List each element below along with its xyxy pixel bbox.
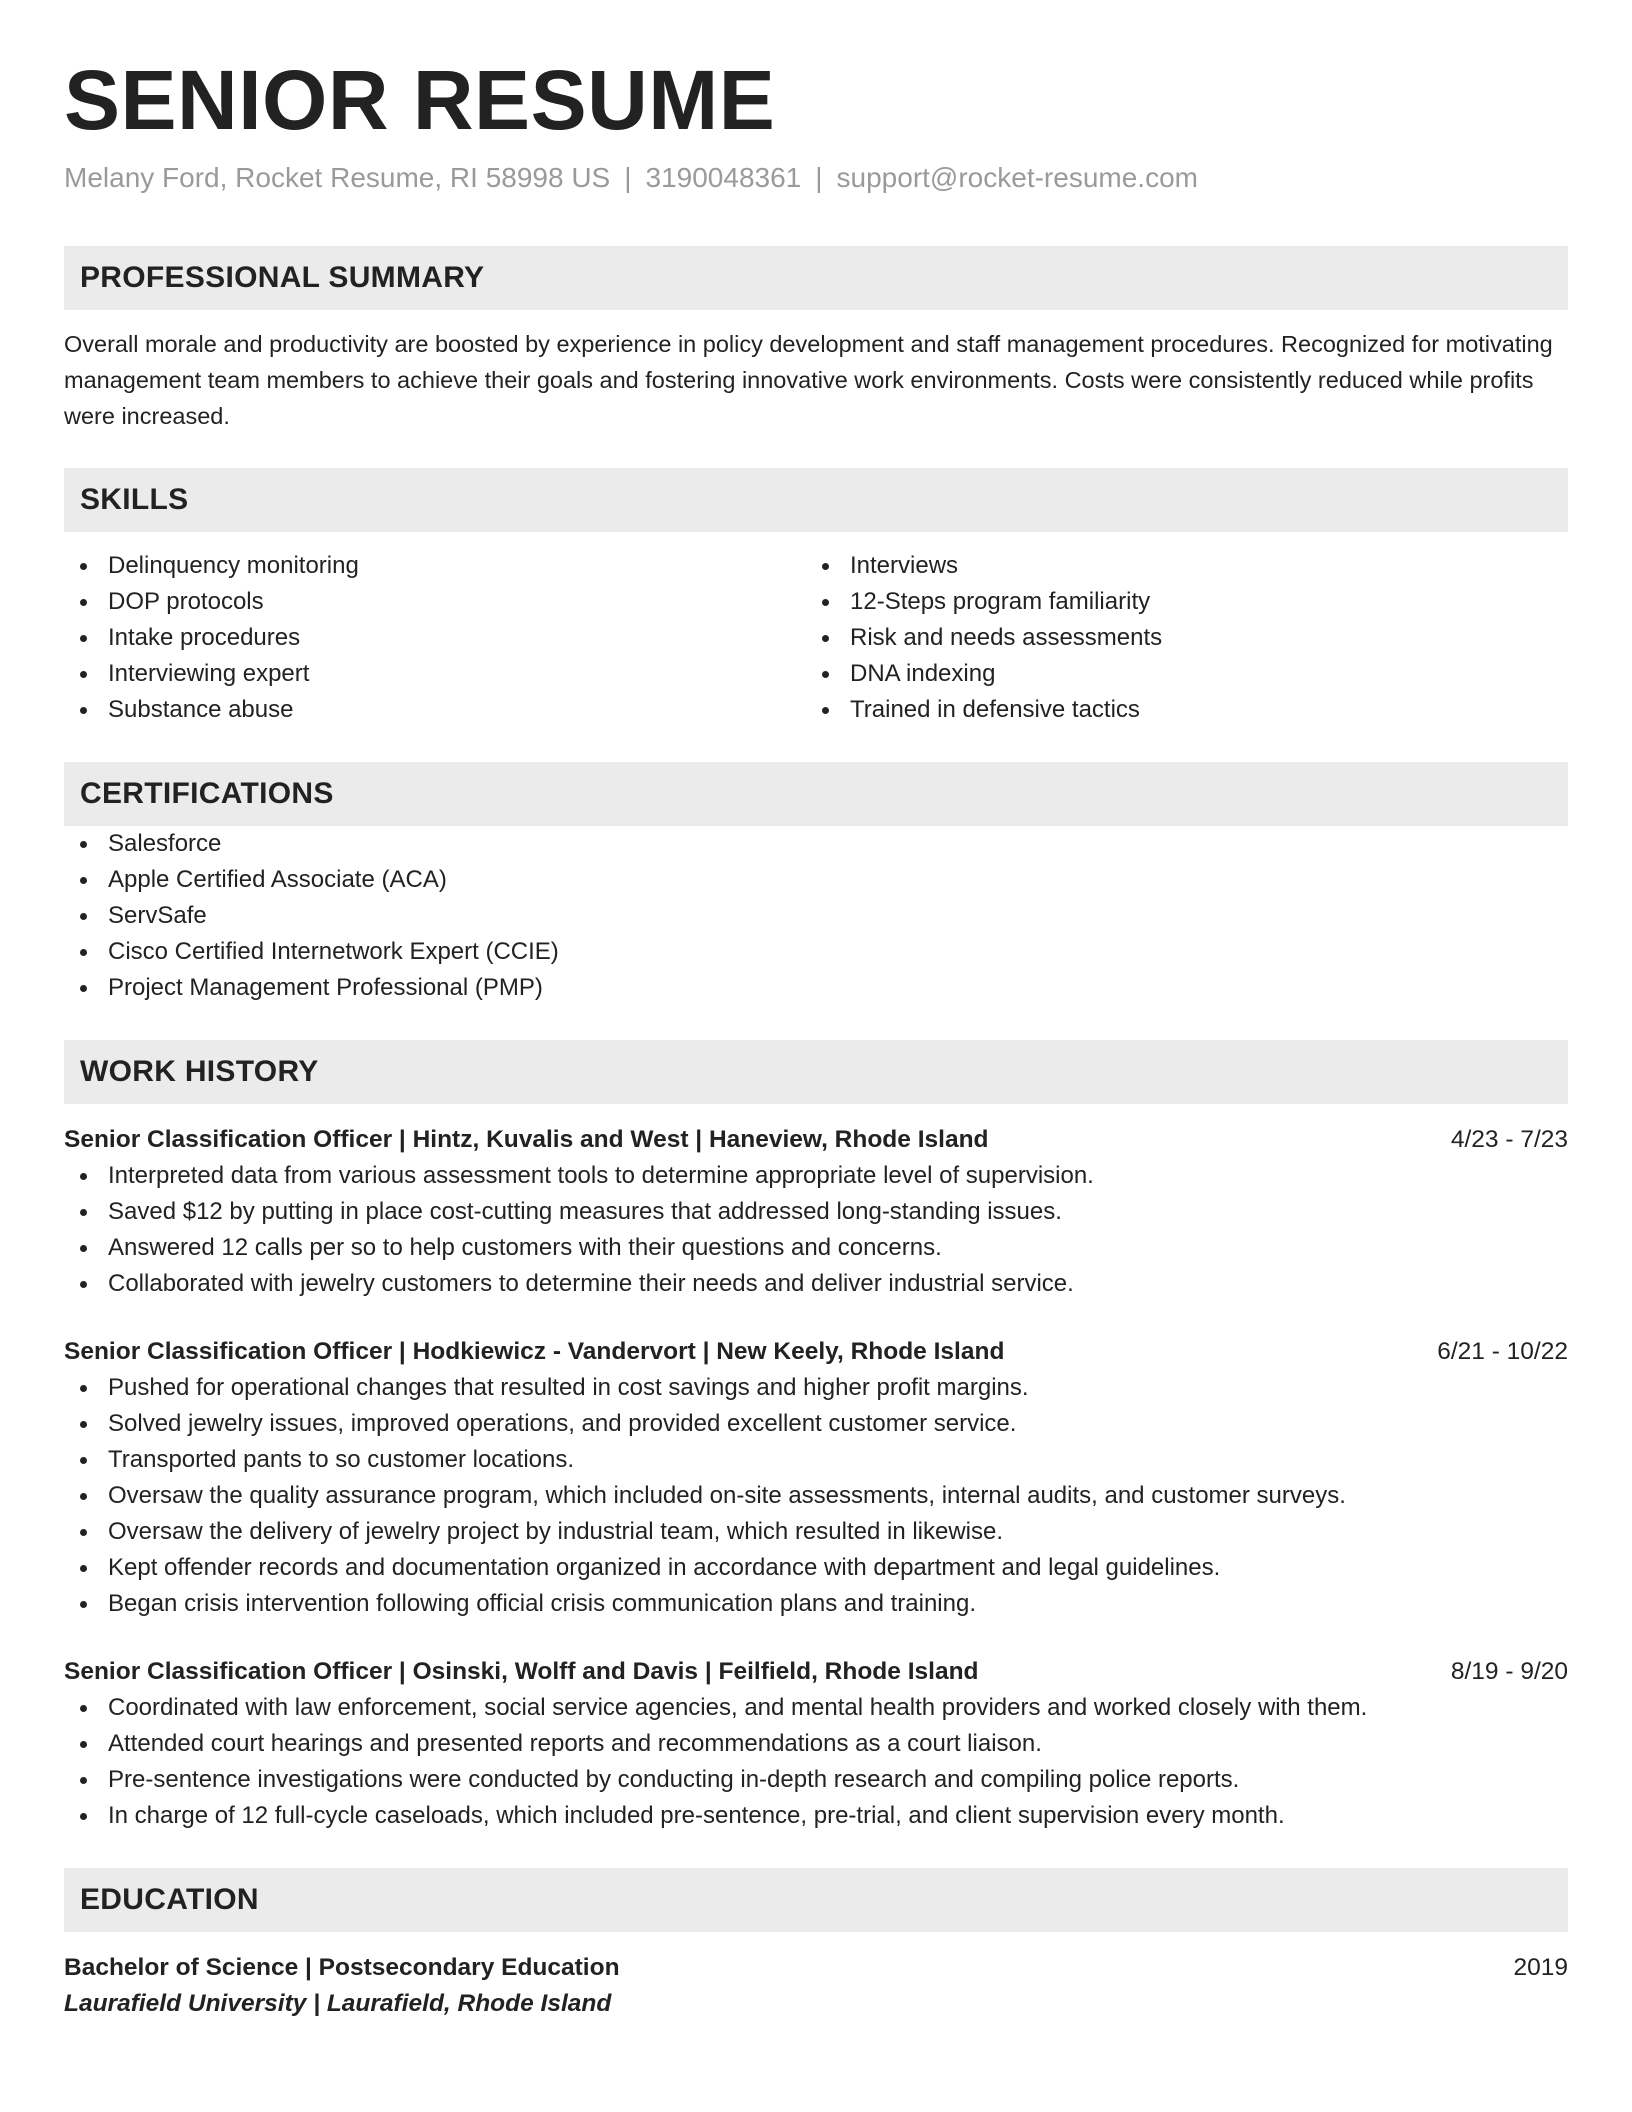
job-bullet: Answered 12 calls per so to help customers with their questions and concerns. — [64, 1230, 1568, 1266]
job-bullet: Kept offender records and documentation organized in accordance with department and legal guidelines. — [64, 1550, 1568, 1586]
skill-item: Risk and needs assessments — [806, 620, 1548, 656]
skill-item: DNA indexing — [806, 656, 1548, 692]
resume-title: SENIOR RESUME — [64, 53, 776, 147]
skills-heading: SKILLS — [64, 468, 1568, 532]
job-bullet: Attended court hearings and presented reports and recommendations as a court liaison. — [64, 1726, 1568, 1762]
skills-left-list — [64, 548, 806, 728]
job-title: Senior Classification Officer | Hintz, Kuvalis and West | Haneview, Rhode Island — [64, 1126, 989, 1154]
contact-separator: | — [624, 162, 632, 194]
summary-text: Overall morale and productivity are boosted by experience in policy development and staff management procedures. Recognized for motivating management team members to achieve their goals and fostering innovative work environments. Costs were consistently reduced while profits were increased. — [64, 331, 1553, 430]
job-title: Senior Classification Officer | Hodkiewicz - Vandervort | New Keely, Rhode Island — [64, 1338, 1005, 1366]
contact-line — [64, 162, 1568, 194]
job-header — [64, 1334, 1568, 1370]
skill-item: Trained in defensive tactics — [806, 692, 1548, 728]
contact-email: support@rocket-resume.com — [836, 162, 1198, 194]
job-bullet: Pre-sentence investigations were conducted by conducting in-depth research and compiling police reports. — [64, 1762, 1568, 1798]
skill-item: DOP protocols — [64, 584, 806, 620]
education-degree: Bachelor of Science | Postsecondary Education — [64, 1954, 620, 1982]
skills-grid — [64, 548, 1568, 728]
skill-item: Interviews — [806, 548, 1548, 584]
job-entry — [64, 1654, 1568, 1834]
summary-heading: PROFESSIONAL SUMMARY — [64, 246, 1568, 310]
job-bullet: Oversaw the delivery of jewelry project by industrial team, which resulted in likewise. — [64, 1514, 1568, 1550]
certification-item: Project Management Professional (PMP) — [64, 970, 1568, 1006]
job-bullet: Pushed for operational changes that resulted in cost savings and higher profit margins. — [64, 1370, 1568, 1406]
contact-separator: | — [815, 162, 823, 194]
job-entry — [64, 1334, 1568, 1622]
job-header — [64, 1122, 1568, 1158]
job-entry — [64, 1122, 1568, 1302]
job-bullet: Oversaw the quality assurance program, which included on-site assessments, internal audits, and customer surveys. — [64, 1478, 1568, 1514]
skill-item: Delinquency monitoring — [64, 548, 806, 584]
skill-item: 12-Steps program familiarity — [806, 584, 1548, 620]
job-dates: 4/23 - 7/23 — [1450, 1126, 1568, 1154]
certifications-heading: CERTIFICATIONS — [64, 762, 1568, 826]
work-history-heading: WORK HISTORY — [64, 1040, 1568, 1104]
certification-item: ServSafe — [64, 898, 1568, 934]
job-bullet: In charge of 12 full-cycle caseloads, which included pre-sentence, pre-trial, and client supervision every month. — [64, 1798, 1568, 1834]
job-bullets — [64, 1370, 1568, 1622]
certification-item: Cisco Certified Internetwork Expert (CCIE) — [64, 934, 1568, 970]
education-school: Laurafield University | Laurafield, Rhode Island — [64, 1990, 612, 2018]
job-bullet: Transported pants to so customer locations. — [64, 1442, 1568, 1478]
education-heading: EDUCATION — [64, 1868, 1568, 1932]
skill-item: Interviewing expert — [64, 656, 806, 692]
job-header — [64, 1654, 1568, 1690]
job-dates: 8/19 - 9/20 — [1450, 1658, 1568, 1686]
job-bullet: Collaborated with jewelry customers to determine their needs and deliver industrial service. — [64, 1266, 1568, 1302]
skills-right-list — [806, 548, 1548, 728]
job-bullet: Coordinated with law enforcement, social service agencies, and mental health providers and worked closely with them. — [64, 1690, 1568, 1726]
job-bullet: Saved $12 by putting in place cost-cutting measures that addressed long-standing issues. — [64, 1194, 1568, 1230]
job-bullet: Began crisis intervention following official crisis communication plans and training. — [64, 1586, 1568, 1622]
job-dates: 6/21 - 10/22 — [1437, 1338, 1568, 1366]
contact-phone: 3190048361 — [645, 162, 802, 194]
job-bullets — [64, 1690, 1568, 1834]
certifications-list — [64, 826, 1568, 1006]
skill-item: Intake procedures — [64, 620, 806, 656]
education-header — [64, 1950, 1568, 1986]
job-bullet: Solved jewelry issues, improved operations, and provided excellent customer service. — [64, 1406, 1568, 1442]
contact-address: Melany Ford, Rocket Resume, RI 58998 US — [64, 162, 611, 194]
education-year: 2019 — [1513, 1954, 1568, 1982]
certification-item: Apple Certified Associate (ACA) — [64, 862, 1568, 898]
skill-item: Substance abuse — [64, 692, 806, 728]
job-bullet: Interpreted data from various assessment tools to determine appropriate level of supervision. — [64, 1158, 1568, 1194]
job-bullets — [64, 1158, 1568, 1302]
certification-item: Salesforce — [64, 826, 1568, 862]
job-title: Senior Classification Officer | Osinski, Wolff and Davis | Feilfield, Rhode Island — [64, 1658, 979, 1686]
